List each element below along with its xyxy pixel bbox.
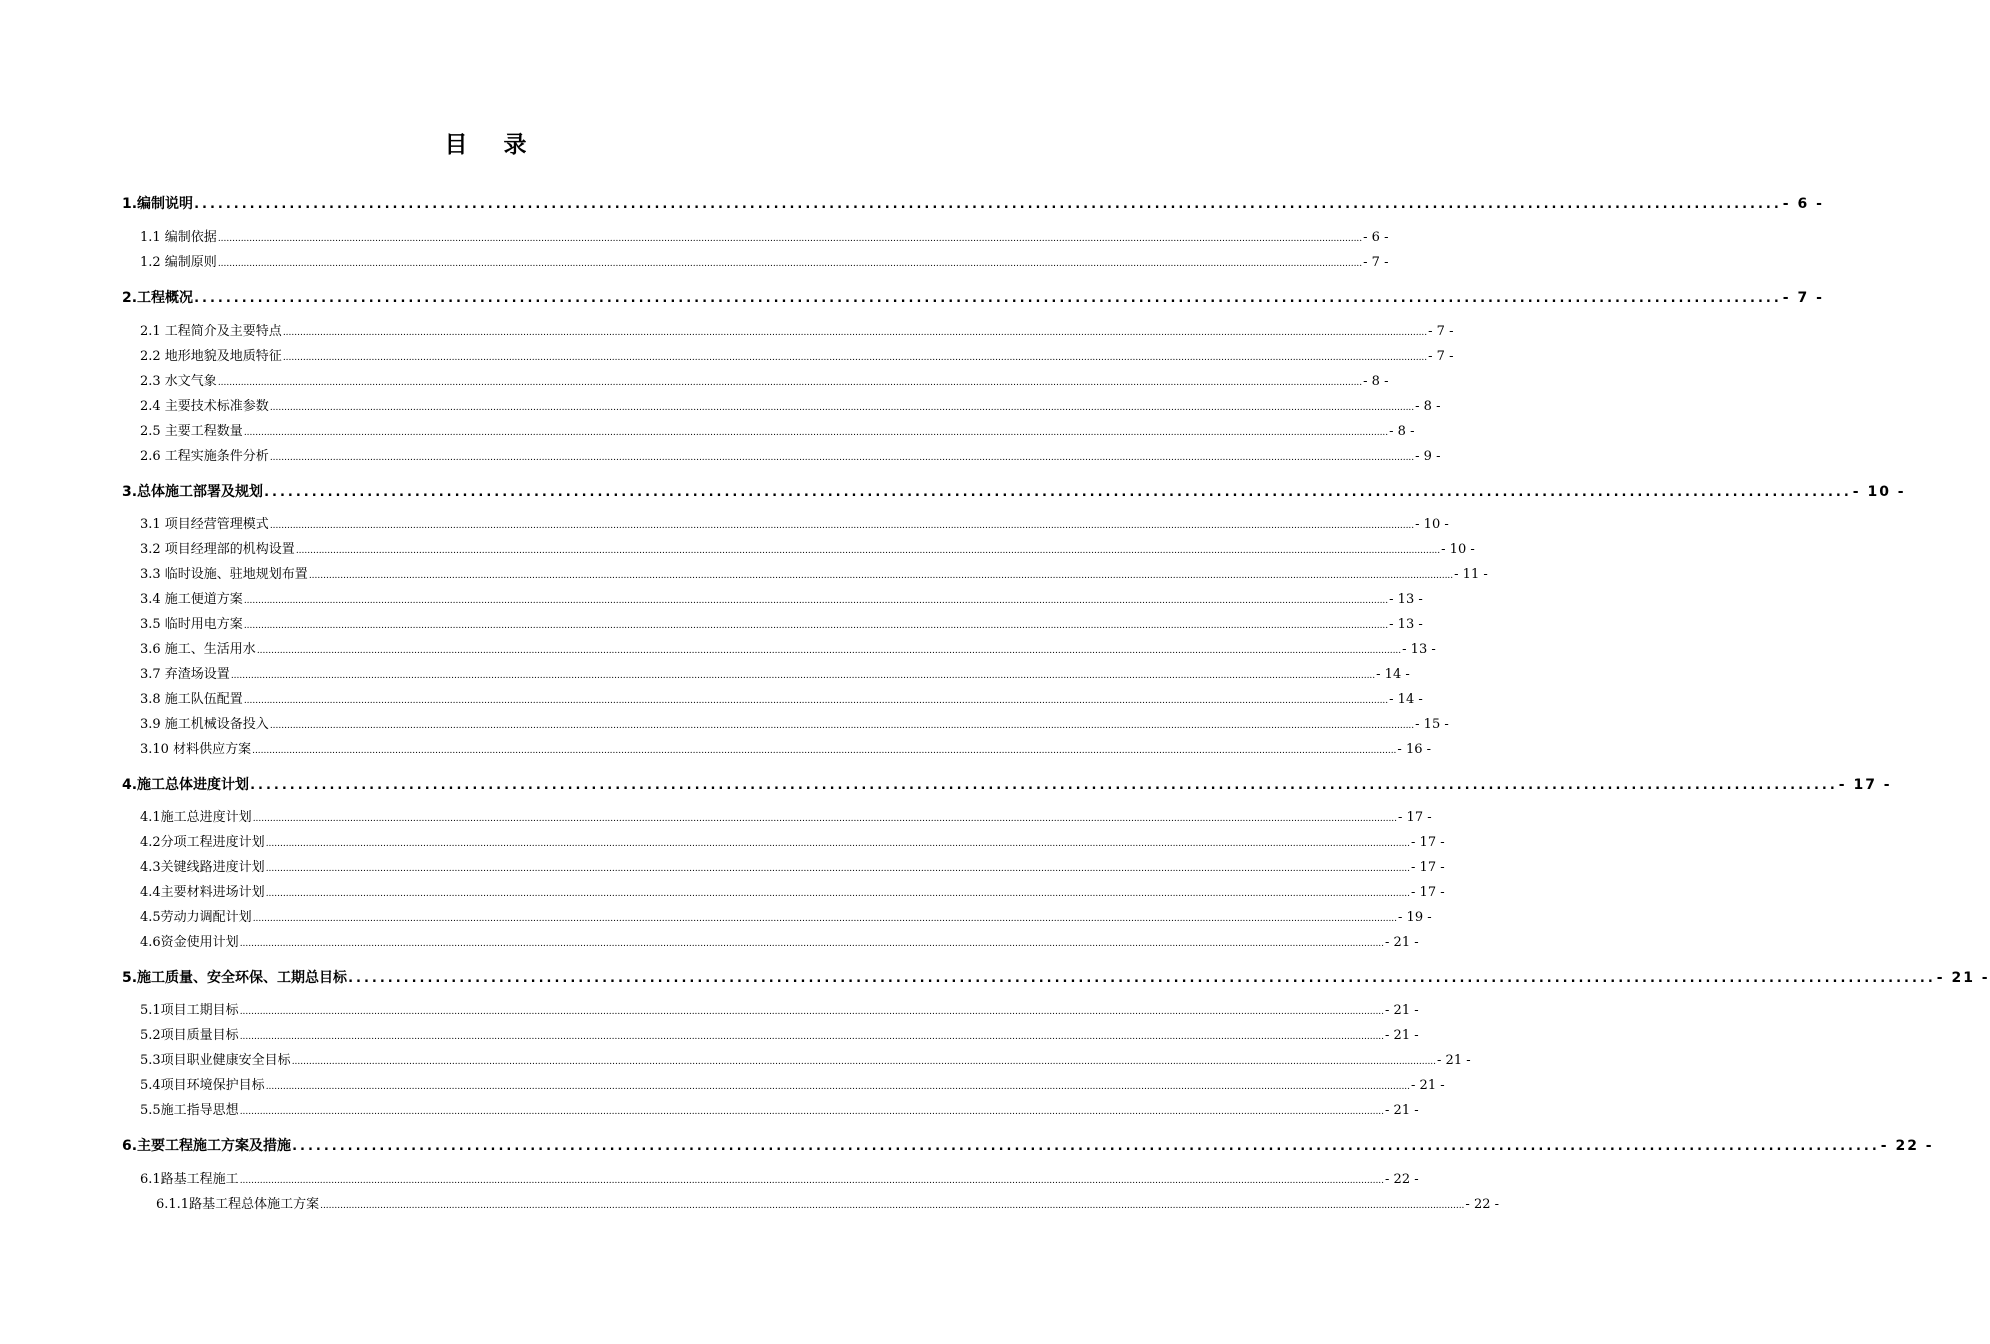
toc-dot-leader: ................................................................................................................................................................................................................................................................................................................................................................................................................: [265, 864, 1411, 874]
toc-entry-level-1[interactable]: [122, 1136, 1934, 1156]
toc-entry-label: 6.1.1路基工程总体施工方案: [156, 1197, 320, 1212]
toc-dot-leader: ........................................................................................................................................................................................................: [264, 485, 1852, 500]
toc-entry-label: 4.5劳动力调配计划: [140, 910, 252, 925]
toc-dot-leader: ................................................................................................................................................................................................................................................................................................................................................................................................................: [239, 1007, 1385, 1017]
toc-entry-label: 4.1施工总进度计划: [140, 810, 252, 825]
toc-entry-label: 3.2 项目经理部的机构设置: [140, 542, 295, 557]
toc-entry-page-number: - 14 -: [1389, 692, 1423, 707]
toc-entry-page-number: - 17 -: [1838, 777, 1892, 793]
toc-entry-page-number: - 13 -: [1389, 592, 1423, 607]
toc-dot-leader: ................................................................................................................................................................................................................................................................................................................................................................................................................: [295, 546, 1441, 556]
toc-entry-level-2[interactable]: [140, 323, 1454, 341]
toc-entry-label: 3.3 临时设施、驻地规划布置: [140, 567, 308, 582]
toc-entry-label: 3.7 弃渣场设置: [140, 667, 230, 682]
toc-entry-page-number: - 10 -: [1852, 484, 1906, 500]
toc-entry-label: 5.2项目质量目标: [140, 1028, 239, 1043]
toc-entry-level-2[interactable]: [140, 398, 1441, 416]
toc-entry-level-2[interactable]: [140, 348, 1454, 366]
toc-entry-label: 2.2 地形地貌及地质特征: [140, 349, 282, 364]
toc-entry-page-number: - 21 -: [1936, 970, 1990, 986]
toc-entry-page-number: - 17 -: [1411, 835, 1445, 850]
toc-entry-page-number: - 17 -: [1411, 885, 1445, 900]
toc-dot-leader: ................................................................................................................................................................................................................................................................................................................................................................................................................: [265, 839, 1411, 849]
toc-dot-leader: ................................................................................................................................................................................................................................................................................................................................................................................................................: [239, 939, 1385, 949]
toc-entry-label: 5.施工质量、安全环保、工期总目标: [122, 970, 348, 986]
toc-entry-level-2[interactable]: [140, 1102, 1419, 1120]
toc-entry-label: 5.1项目工期目标: [140, 1003, 239, 1018]
toc-entry-level-2[interactable]: [140, 254, 1389, 272]
toc-entry-label: 3.1 项目经营管理模式: [140, 517, 269, 532]
toc-dot-leader: ................................................................................................................................................................................................................................................................................................................................................................................................................: [265, 1082, 1411, 1092]
toc-title: 目 录: [444, 132, 541, 158]
toc-entry-label: 3.8 施工队伍配置: [140, 692, 243, 707]
toc-entry-page-number: - 17 -: [1411, 860, 1445, 875]
toc-entry-level-2[interactable]: [140, 716, 1449, 734]
toc-entry-page-number: - 7 -: [1428, 324, 1454, 339]
toc-entry-label: 6.1路基工程施工: [140, 1172, 239, 1187]
toc-entry-page-number: - 21 -: [1385, 1028, 1419, 1043]
toc-dot-leader: ................................................................................................................................................................................................................................................................................................................................................................................................................: [217, 259, 1363, 269]
toc-entry-page-number: - 22 -: [1385, 1172, 1419, 1187]
toc-entry-label: 3.5 临时用电方案: [140, 617, 243, 632]
toc-dot-leader: ................................................................................................................................................................................................................................................................................................................................................................................................................: [282, 328, 1428, 338]
toc-entry-page-number: - 15 -: [1415, 717, 1449, 732]
toc-entry-label: 5.5施工指导思想: [140, 1103, 239, 1118]
toc-entry-label: 4.4主要材料进场计划: [140, 885, 265, 900]
toc-dot-leader: ........................................................................................................................................................................................................: [250, 778, 1838, 793]
toc-entry-page-number: - 21 -: [1385, 1103, 1419, 1118]
toc-entry-page-number: - 21 -: [1437, 1053, 1471, 1068]
toc-entry-label: 3.9 施工机械设备投入: [140, 717, 269, 732]
toc-entry-label: 4.6资金使用计划: [140, 935, 239, 950]
toc-entry-page-number: - 21 -: [1385, 935, 1419, 950]
toc-entry-page-number: - 14 -: [1376, 667, 1410, 682]
toc-entry-level-2[interactable]: [140, 809, 1432, 827]
toc-entry-level-2[interactable]: [140, 448, 1441, 466]
toc-entry-page-number: - 7 -: [1363, 255, 1389, 270]
toc-entry-level-2[interactable]: [140, 616, 1423, 634]
toc-entry-page-number: - 10 -: [1441, 542, 1475, 557]
toc-entry-level-2[interactable]: [140, 566, 1488, 584]
toc-entry-level-2[interactable]: [140, 229, 1389, 247]
toc-entry-label: 2.1 工程简介及主要特点: [140, 324, 282, 339]
toc-entry-label: 1.2 编制原则: [140, 255, 217, 270]
toc-entry-page-number: - 22 -: [1880, 1138, 1934, 1154]
toc-entry-page-number: - 22 -: [1465, 1197, 1500, 1212]
toc-entry-level-2[interactable]: [140, 1002, 1419, 1020]
toc-entry-label: 1.编制说明: [122, 196, 194, 212]
toc-entry-level-1[interactable]: [122, 288, 1824, 308]
toc-dot-leader: ................................................................................................................................................................................................................................................................................................................................................................................................................: [269, 521, 1415, 531]
toc-entry-label: 2.4 主要技术标准参数: [140, 399, 269, 414]
toc-entry-level-1[interactable]: [122, 968, 1990, 988]
toc-dot-leader: ................................................................................................................................................................................................................................................................................................................................................................................................................: [320, 1201, 1465, 1211]
toc-dot-leader: ................................................................................................................................................................................................................................................................................................................................................................................................................: [230, 671, 1376, 681]
toc-entry-label: 2.3 水文气象: [140, 374, 217, 389]
toc-dot-leader: ........................................................................................................................................................................................................: [194, 291, 1782, 306]
toc-entry-page-number: - 21 -: [1385, 1003, 1419, 1018]
toc-entry-level-2[interactable]: [140, 859, 1445, 877]
toc-entry-label: 4.3关键线路进度计划: [140, 860, 265, 875]
toc-entry-level-2[interactable]: [140, 691, 1423, 709]
toc-dot-leader: ................................................................................................................................................................................................................................................................................................................................................................................................................: [243, 696, 1389, 706]
toc-entry-label: 1.1 编制依据: [140, 230, 217, 245]
toc-entry-page-number: - 7 -: [1782, 290, 1824, 306]
toc-entry-label: 4.2分项工程进度计划: [140, 835, 265, 850]
toc-dot-leader: ................................................................................................................................................................................................................................................................................................................................................................................................................: [239, 1032, 1385, 1042]
toc-dot-leader: ................................................................................................................................................................................................................................................................................................................................................................................................................: [269, 721, 1415, 731]
toc-dot-leader: ................................................................................................................................................................................................................................................................................................................................................................................................................: [239, 1107, 1385, 1117]
toc-entry-page-number: - 13 -: [1402, 642, 1436, 657]
toc-entry-level-2[interactable]: [140, 666, 1410, 684]
toc-entry-page-number: - 19 -: [1398, 910, 1432, 925]
toc-dot-leader: ................................................................................................................................................................................................................................................................................................................................................................................................................: [243, 428, 1389, 438]
toc-dot-leader: ................................................................................................................................................................................................................................................................................................................................................................................................................: [243, 596, 1389, 606]
toc-entry-page-number: - 17 -: [1398, 810, 1432, 825]
toc-entry-label: 3.4 施工便道方案: [140, 592, 243, 607]
toc-entry-page-number: - 8 -: [1415, 399, 1441, 414]
toc-entry-level-2[interactable]: [140, 834, 1445, 852]
toc-entry-level-2[interactable]: [140, 741, 1432, 759]
toc-entry-label: 3.6 施工、生活用水: [140, 642, 256, 657]
toc-entry-label: 5.3项目职业健康安全目标: [140, 1053, 291, 1068]
toc-entry-page-number: - 9 -: [1415, 449, 1441, 464]
toc-entry-label: 2.工程概况: [122, 290, 194, 306]
toc-entry-level-2[interactable]: [140, 884, 1445, 902]
toc-entry-page-number: - 8 -: [1389, 424, 1415, 439]
toc-entry-page-number: - 11 -: [1454, 567, 1488, 582]
toc-dot-leader: ................................................................................................................................................................................................................................................................................................................................................................................................................: [291, 1057, 1437, 1067]
toc-entry-level-2[interactable]: [140, 591, 1423, 609]
toc-entry-label: 3.总体施工部署及规划: [122, 484, 264, 500]
toc-dot-leader: ........................................................................................................................................................................................................: [292, 1139, 1880, 1154]
toc-entry-label: 6.主要工程施工方案及措施: [122, 1138, 292, 1154]
toc-dot-leader: ................................................................................................................................................................................................................................................................................................................................................................................................................: [269, 453, 1415, 463]
toc-entry-label: 4.施工总体进度计划: [122, 777, 250, 793]
toc-entry-level-3[interactable]: [156, 1196, 1500, 1214]
toc-entry-level-2[interactable]: [140, 516, 1449, 534]
toc-entry-level-2[interactable]: [140, 373, 1389, 391]
toc-entry-page-number: - 8 -: [1363, 374, 1389, 389]
toc-entry-label: 2.6 工程实施条件分析: [140, 449, 269, 464]
toc-dot-leader: ................................................................................................................................................................................................................................................................................................................................................................................................................: [252, 914, 1398, 924]
toc-dot-leader: ................................................................................................................................................................................................................................................................................................................................................................................................................: [265, 889, 1411, 899]
toc-entry-level-2[interactable]: [140, 934, 1419, 952]
toc-entry-page-number: - 6 -: [1363, 230, 1389, 245]
toc-entry-level-2[interactable]: [140, 423, 1415, 441]
toc-entry-level-2[interactable]: [140, 541, 1475, 559]
toc-entry-page-number: - 7 -: [1428, 349, 1454, 364]
toc-dot-leader: ................................................................................................................................................................................................................................................................................................................................................................................................................: [217, 378, 1363, 388]
toc-dot-leader: ........................................................................................................................................................................................................: [348, 971, 1936, 986]
toc-entry-page-number: - 16 -: [1397, 742, 1432, 757]
toc-entry-level-1[interactable]: [122, 482, 1906, 502]
toc-dot-leader: ........................................................................................................................................................................................................: [194, 197, 1782, 212]
toc-entry-page-number: - 6 -: [1782, 196, 1824, 212]
toc-entry-page-number: - 13 -: [1389, 617, 1423, 632]
toc-entry-level-2[interactable]: [140, 641, 1436, 659]
toc-entry-level-1[interactable]: [122, 775, 1892, 795]
toc-entry-label: 2.5 主要工程数量: [140, 424, 243, 439]
toc-entry-level-1[interactable]: [122, 194, 1824, 214]
toc-dot-leader: ................................................................................................................................................................................................................................................................................................................................................................................................................: [308, 571, 1454, 581]
toc-entry-level-2[interactable]: [140, 1077, 1445, 1095]
toc-dot-leader: ................................................................................................................................................................................................................................................................................................................................................................................................................: [243, 621, 1389, 631]
toc-dot-leader: ................................................................................................................................................................................................................................................................................................................................................................................................................: [217, 234, 1363, 244]
toc-entry-level-2[interactable]: [140, 1052, 1471, 1070]
toc-entry-level-2[interactable]: [140, 909, 1432, 927]
toc-entry-level-2[interactable]: [140, 1171, 1419, 1189]
toc-entry-level-2[interactable]: [140, 1027, 1419, 1045]
toc-dot-leader: ................................................................................................................................................................................................................................................................................................................................................................................................................: [256, 646, 1402, 656]
toc-entry-page-number: - 21 -: [1411, 1078, 1445, 1093]
toc-entry-label: 3.10 材料供应方案: [140, 742, 252, 757]
toc-dot-leader: ................................................................................................................................................................................................................................................................................................................................................................................................................: [252, 746, 1397, 756]
toc-dot-leader: ................................................................................................................................................................................................................................................................................................................................................................................................................: [239, 1176, 1385, 1186]
toc-entry-label: 5.4项目环境保护目标: [140, 1078, 265, 1093]
toc-dot-leader: ................................................................................................................................................................................................................................................................................................................................................................................................................: [269, 403, 1415, 413]
toc-dot-leader: ................................................................................................................................................................................................................................................................................................................................................................................................................: [282, 353, 1428, 363]
toc-entry-page-number: - 10 -: [1415, 517, 1449, 532]
toc-dot-leader: ................................................................................................................................................................................................................................................................................................................................................................................................................: [252, 814, 1398, 824]
